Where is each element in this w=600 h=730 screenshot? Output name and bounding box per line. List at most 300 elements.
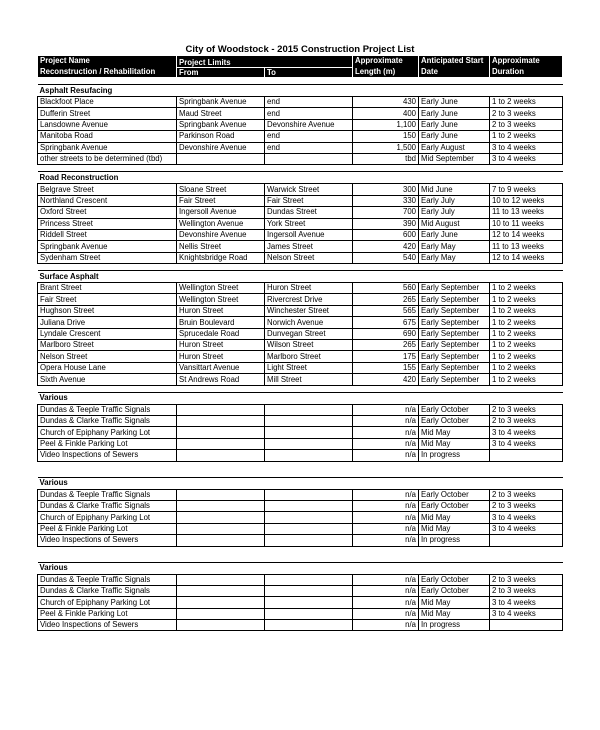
header-start-line2: Date [421, 67, 438, 76]
section-spacer-cell [38, 546, 563, 562]
length-cell: n/a [353, 523, 419, 534]
header-duration [490, 56, 563, 78]
from-cell: St Andrews Road [177, 374, 265, 385]
duration-cell: 2 to 3 weeks [490, 119, 563, 130]
project-cell: Dundas & Clarke Traffic Signals [38, 585, 177, 596]
project-cell: Riddell Street [38, 229, 177, 240]
start-cell: Early July [419, 195, 490, 206]
to-cell [265, 608, 353, 619]
duration-cell: 11 to 13 weeks [490, 241, 563, 252]
from-cell [177, 535, 265, 546]
table-row [38, 108, 563, 119]
table-row [38, 585, 563, 596]
project-cell: Brant Street [38, 283, 177, 294]
length-cell: n/a [353, 608, 419, 619]
from-cell [177, 512, 265, 523]
to-cell: Devonshire Avenue [265, 119, 353, 130]
to-cell: end [265, 131, 353, 142]
start-cell: Mid May [419, 608, 490, 619]
duration-cell: 2 to 3 weeks [490, 489, 563, 500]
table-row [38, 620, 563, 631]
start-cell: Early September [419, 374, 490, 385]
duration-cell: 1 to 2 weeks [490, 362, 563, 373]
start-cell: Mid May [419, 512, 490, 523]
start-cell: Early August [419, 142, 490, 153]
duration-cell: 1 to 2 weeks [490, 351, 563, 362]
from-cell [177, 489, 265, 500]
length-cell: n/a [353, 404, 419, 415]
header-project-name-line2: Reconstruction / Rehabilitation [40, 67, 156, 76]
section-title: Road Reconstruction [38, 172, 563, 184]
from-cell: Huron Street [177, 305, 265, 316]
project-cell: Dundas & Clarke Traffic Signals [38, 415, 177, 426]
to-cell [265, 597, 353, 608]
section-spacer-cell [38, 165, 563, 172]
length-cell: 1,100 [353, 119, 419, 130]
section-header-row [38, 271, 563, 283]
to-cell: Marlboro Street [265, 351, 353, 362]
project-cell: Blackfoot Place [38, 97, 177, 108]
start-cell: In progress [419, 535, 490, 546]
length-cell: tbd [353, 153, 419, 164]
project-cell: Springbank Avenue [38, 241, 177, 252]
duration-cell: 2 to 3 weeks [490, 415, 563, 426]
table-row [38, 351, 563, 362]
table-row [38, 362, 563, 373]
start-cell: Early September [419, 283, 490, 294]
to-cell: Wilson Street [265, 340, 353, 351]
from-cell: Fair Street [177, 195, 265, 206]
section-title: Surface Asphalt [38, 271, 563, 283]
project-cell: Sydenham Street [38, 252, 177, 263]
project-cell: Peel & Finkle Parking Lot [38, 438, 177, 449]
to-cell [265, 585, 353, 596]
from-cell [177, 438, 265, 449]
start-cell: In progress [419, 450, 490, 461]
from-cell: Devonshire Avenue [177, 142, 265, 153]
length-cell: n/a [353, 535, 419, 546]
to-cell: Huron Street [265, 283, 353, 294]
length-cell: n/a [353, 620, 419, 631]
duration-cell: 1 to 2 weeks [490, 374, 563, 385]
section-spacer [38, 546, 563, 562]
table-row [38, 119, 563, 130]
header-to: To [265, 68, 353, 78]
start-cell: Early September [419, 328, 490, 339]
to-cell [265, 427, 353, 438]
table-row [38, 317, 563, 328]
table-row [38, 574, 563, 585]
section-title: Asphalt Resufacing [38, 85, 563, 97]
table-row [38, 427, 563, 438]
from-cell: Vansittart Avenue [177, 362, 265, 373]
to-cell: Warwick Street [265, 184, 353, 195]
start-cell: Early June [419, 108, 490, 119]
length-cell: n/a [353, 574, 419, 585]
to-cell: Light Street [265, 362, 353, 373]
table-row [38, 283, 563, 294]
header-length-line1: Approximate [355, 56, 403, 66]
start-cell: Early October [419, 404, 490, 415]
section-spacer [38, 78, 563, 85]
table-row [38, 229, 563, 240]
project-cell: Juliana Drive [38, 317, 177, 328]
project-cell: Dufferin Street [38, 108, 177, 119]
project-cell: Opera House Lane [38, 362, 177, 373]
duration-cell: 12 to 14 weeks [490, 252, 563, 263]
project-cell: Peel & Finkle Parking Lot [38, 608, 177, 619]
from-cell: Ingersoll Avenue [177, 207, 265, 218]
duration-cell: 3 to 4 weeks [490, 153, 563, 164]
table-row [38, 184, 563, 195]
length-cell: 600 [353, 229, 419, 240]
to-cell: Norwich Avenue [265, 317, 353, 328]
section-header-row [38, 85, 563, 97]
section-title: Various [38, 477, 563, 489]
start-cell: Early May [419, 241, 490, 252]
section-spacer [38, 385, 563, 392]
table-row [38, 608, 563, 619]
table-row [38, 450, 563, 461]
from-cell [177, 608, 265, 619]
start-cell: Early October [419, 415, 490, 426]
from-cell: Bruin Boulevard [177, 317, 265, 328]
to-cell: Dundas Street [265, 207, 353, 218]
project-cell: Video Inspections of Sewers [38, 620, 177, 631]
from-cell [177, 523, 265, 534]
length-cell: 540 [353, 252, 419, 263]
length-cell: 690 [353, 328, 419, 339]
from-cell: Huron Street [177, 340, 265, 351]
start-cell: Mid May [419, 523, 490, 534]
section-spacer [38, 165, 563, 172]
section-spacer-cell [38, 264, 563, 271]
section-spacer [38, 461, 563, 477]
start-cell: Mid May [419, 438, 490, 449]
section-header-row [38, 172, 563, 184]
length-cell: n/a [353, 438, 419, 449]
project-cell: Princess Street [38, 218, 177, 229]
start-cell: Early September [419, 362, 490, 373]
table-row [38, 523, 563, 534]
to-cell [265, 450, 353, 461]
length-cell: n/a [353, 415, 419, 426]
header-project-limits: Project Limits [177, 56, 353, 68]
section-header-row [38, 562, 563, 574]
duration-cell [490, 535, 563, 546]
table-row [38, 252, 563, 263]
length-cell: n/a [353, 489, 419, 500]
length-cell: 265 [353, 294, 419, 305]
duration-cell: 7 to 9 weeks [490, 184, 563, 195]
project-cell: Northland Crescent [38, 195, 177, 206]
length-cell: 265 [353, 340, 419, 351]
from-cell [177, 427, 265, 438]
to-cell [265, 489, 353, 500]
start-cell: Early September [419, 305, 490, 316]
from-cell: Devonshire Avenue [177, 229, 265, 240]
duration-cell: 2 to 3 weeks [490, 574, 563, 585]
to-cell [265, 574, 353, 585]
from-cell: Wellington Street [177, 283, 265, 294]
duration-cell: 1 to 2 weeks [490, 317, 563, 328]
length-cell: n/a [353, 450, 419, 461]
to-cell [265, 404, 353, 415]
table-row [38, 597, 563, 608]
project-cell: Church of Epiphany Parking Lot [38, 427, 177, 438]
section-spacer-cell [38, 78, 563, 85]
length-cell: 675 [353, 317, 419, 328]
start-cell: Mid June [419, 184, 490, 195]
table-row [38, 500, 563, 511]
start-cell: Early September [419, 351, 490, 362]
start-cell: Early June [419, 97, 490, 108]
duration-cell [490, 450, 563, 461]
header-from: From [177, 68, 265, 78]
table-row [38, 415, 563, 426]
from-cell: Huron Street [177, 351, 265, 362]
length-cell: 1,500 [353, 142, 419, 153]
start-cell: Early May [419, 252, 490, 263]
start-cell: Early October [419, 585, 490, 596]
to-cell: Winchester Street [265, 305, 353, 316]
from-cell: Springbank Avenue [177, 97, 265, 108]
header-start-line1: Anticipated Start [421, 56, 484, 66]
duration-cell: 1 to 2 weeks [490, 305, 563, 316]
table-row [38, 305, 563, 316]
length-cell: 430 [353, 97, 419, 108]
project-cell: Nelson Street [38, 351, 177, 362]
duration-cell: 10 to 11 weeks [490, 218, 563, 229]
section-title: Various [38, 562, 563, 574]
table-row [38, 328, 563, 339]
section-spacer-cell [38, 385, 563, 392]
project-cell: Oxford Street [38, 207, 177, 218]
duration-cell: 10 to 12 weeks [490, 195, 563, 206]
project-cell: Manitoba Road [38, 131, 177, 142]
from-cell [177, 404, 265, 415]
project-cell: Church of Epiphany Parking Lot [38, 597, 177, 608]
duration-cell: 11 to 13 weeks [490, 207, 563, 218]
duration-cell: 3 to 4 weeks [490, 523, 563, 534]
to-cell: Dunvegan Street [265, 328, 353, 339]
duration-cell [490, 620, 563, 631]
project-cell: Video Inspections of Sewers [38, 535, 177, 546]
table-row [38, 131, 563, 142]
to-cell [265, 438, 353, 449]
to-cell: end [265, 97, 353, 108]
length-cell: 565 [353, 305, 419, 316]
section-spacer [38, 264, 563, 271]
from-cell [177, 415, 265, 426]
start-cell: Mid May [419, 427, 490, 438]
from-cell: Parkinson Road [177, 131, 265, 142]
from-cell [177, 574, 265, 585]
start-cell: Early September [419, 340, 490, 351]
start-cell: Early October [419, 500, 490, 511]
duration-cell: 12 to 14 weeks [490, 229, 563, 240]
from-cell [177, 153, 265, 164]
table-row [38, 535, 563, 546]
to-cell [265, 535, 353, 546]
to-cell [265, 512, 353, 523]
length-cell: 300 [353, 184, 419, 195]
duration-cell: 1 to 2 weeks [490, 97, 563, 108]
header-duration-line1: Approximate [492, 56, 540, 66]
duration-cell: 1 to 2 weeks [490, 340, 563, 351]
table-row [38, 218, 563, 229]
duration-cell: 3 to 4 weeks [490, 512, 563, 523]
header-length-line2: Length (m) [355, 67, 396, 76]
duration-cell: 2 to 3 weeks [490, 500, 563, 511]
to-cell: Nelson Street [265, 252, 353, 263]
header-start-date [419, 56, 490, 78]
start-cell: Early June [419, 229, 490, 240]
start-cell: In progress [419, 620, 490, 631]
duration-cell: 3 to 4 weeks [490, 608, 563, 619]
to-cell [265, 415, 353, 426]
from-cell [177, 597, 265, 608]
section-spacer-cell [38, 461, 563, 477]
length-cell: 330 [353, 195, 419, 206]
header-project-name [38, 56, 177, 78]
page-title: City of Woodstock - 2015 Construction Project List [185, 44, 415, 55]
project-cell: Dundas & Teeple Traffic Signals [38, 489, 177, 500]
to-cell: Fair Street [265, 195, 353, 206]
to-cell [265, 523, 353, 534]
project-cell: Lyndale Crescent [38, 328, 177, 339]
project-cell: Fair Street [38, 294, 177, 305]
to-cell: end [265, 108, 353, 119]
to-cell: Mill Street [265, 374, 353, 385]
project-cell: Dundas & Teeple Traffic Signals [38, 404, 177, 415]
project-cell: Sixth Avenue [38, 374, 177, 385]
length-cell: n/a [353, 597, 419, 608]
project-cell: Springbank Avenue [38, 142, 177, 153]
duration-cell: 1 to 2 weeks [490, 294, 563, 305]
length-cell: 400 [353, 108, 419, 119]
header-project-name-line1: Project Name [40, 56, 90, 66]
header-length [353, 56, 419, 78]
from-cell: Sloane Street [177, 184, 265, 195]
to-cell [265, 153, 353, 164]
from-cell: Nellis Street [177, 241, 265, 252]
duration-cell: 3 to 4 weeks [490, 427, 563, 438]
from-cell: Knightsbridge Road [177, 252, 265, 263]
start-cell: Early June [419, 119, 490, 130]
start-cell: Mid August [419, 218, 490, 229]
to-cell: Ingersoll Avenue [265, 229, 353, 240]
length-cell: 420 [353, 374, 419, 385]
from-cell [177, 450, 265, 461]
table-row [38, 153, 563, 164]
project-cell: Church of Epiphany Parking Lot [38, 512, 177, 523]
start-cell: Mid May [419, 597, 490, 608]
from-cell: Wellington Street [177, 294, 265, 305]
length-cell: 420 [353, 241, 419, 252]
from-cell: Maud Street [177, 108, 265, 119]
to-cell [265, 620, 353, 631]
length-cell: 150 [353, 131, 419, 142]
start-cell: Mid September [419, 153, 490, 164]
start-cell: Early September [419, 294, 490, 305]
table-row [38, 512, 563, 523]
project-cell: Video Inspections of Sewers [38, 450, 177, 461]
duration-cell: 2 to 3 weeks [490, 585, 563, 596]
from-cell: Wellington Avenue [177, 218, 265, 229]
to-cell: Rivercrest Drive [265, 294, 353, 305]
to-cell [265, 500, 353, 511]
from-cell [177, 585, 265, 596]
section-header-row [38, 392, 563, 404]
duration-cell: 1 to 2 weeks [490, 131, 563, 142]
section-header-row [38, 477, 563, 489]
start-cell: Early July [419, 207, 490, 218]
project-table [37, 55, 563, 631]
length-cell: n/a [353, 500, 419, 511]
length-cell: 390 [353, 218, 419, 229]
project-cell: Lansdowne Avenue [38, 119, 177, 130]
length-cell: 700 [353, 207, 419, 218]
from-cell: Sprucedale Road [177, 328, 265, 339]
project-cell: Hughson Street [38, 305, 177, 316]
project-cell: Dundas & Teeple Traffic Signals [38, 574, 177, 585]
duration-cell: 3 to 4 weeks [490, 438, 563, 449]
section-title: Various [38, 392, 563, 404]
duration-cell: 3 to 4 weeks [490, 142, 563, 153]
project-cell: Peel & Finkle Parking Lot [38, 523, 177, 534]
duration-cell: 2 to 3 weeks [490, 108, 563, 119]
start-cell: Early June [419, 131, 490, 142]
table-row [38, 241, 563, 252]
start-cell: Early October [419, 574, 490, 585]
duration-cell: 3 to 4 weeks [490, 597, 563, 608]
duration-cell: 1 to 2 weeks [490, 283, 563, 294]
project-cell: Belgrave Street [38, 184, 177, 195]
table-row [38, 404, 563, 415]
length-cell: n/a [353, 427, 419, 438]
start-cell: Early October [419, 489, 490, 500]
from-cell [177, 500, 265, 511]
table-row [38, 142, 563, 153]
project-cell: Marlboro Street [38, 340, 177, 351]
to-cell: James Street [265, 241, 353, 252]
length-cell: 560 [353, 283, 419, 294]
table-row [38, 294, 563, 305]
length-cell: 155 [353, 362, 419, 373]
header-duration-line2: Duration [492, 67, 525, 76]
project-cell: Dundas & Clarke Traffic Signals [38, 500, 177, 511]
table-row [38, 374, 563, 385]
project-cell: other streets to be determined (tbd) [38, 153, 177, 164]
table-row [38, 97, 563, 108]
table-row [38, 340, 563, 351]
length-cell: 175 [353, 351, 419, 362]
table-row [38, 195, 563, 206]
to-cell: end [265, 142, 353, 153]
from-cell [177, 620, 265, 631]
to-cell: York Street [265, 218, 353, 229]
from-cell: Springbank Avenue [177, 119, 265, 130]
length-cell: n/a [353, 512, 419, 523]
duration-cell: 1 to 2 weeks [490, 328, 563, 339]
table-row [38, 489, 563, 500]
table-row [38, 207, 563, 218]
duration-cell: 2 to 3 weeks [490, 404, 563, 415]
length-cell: n/a [353, 585, 419, 596]
start-cell: Early September [419, 317, 490, 328]
table-row [38, 438, 563, 449]
